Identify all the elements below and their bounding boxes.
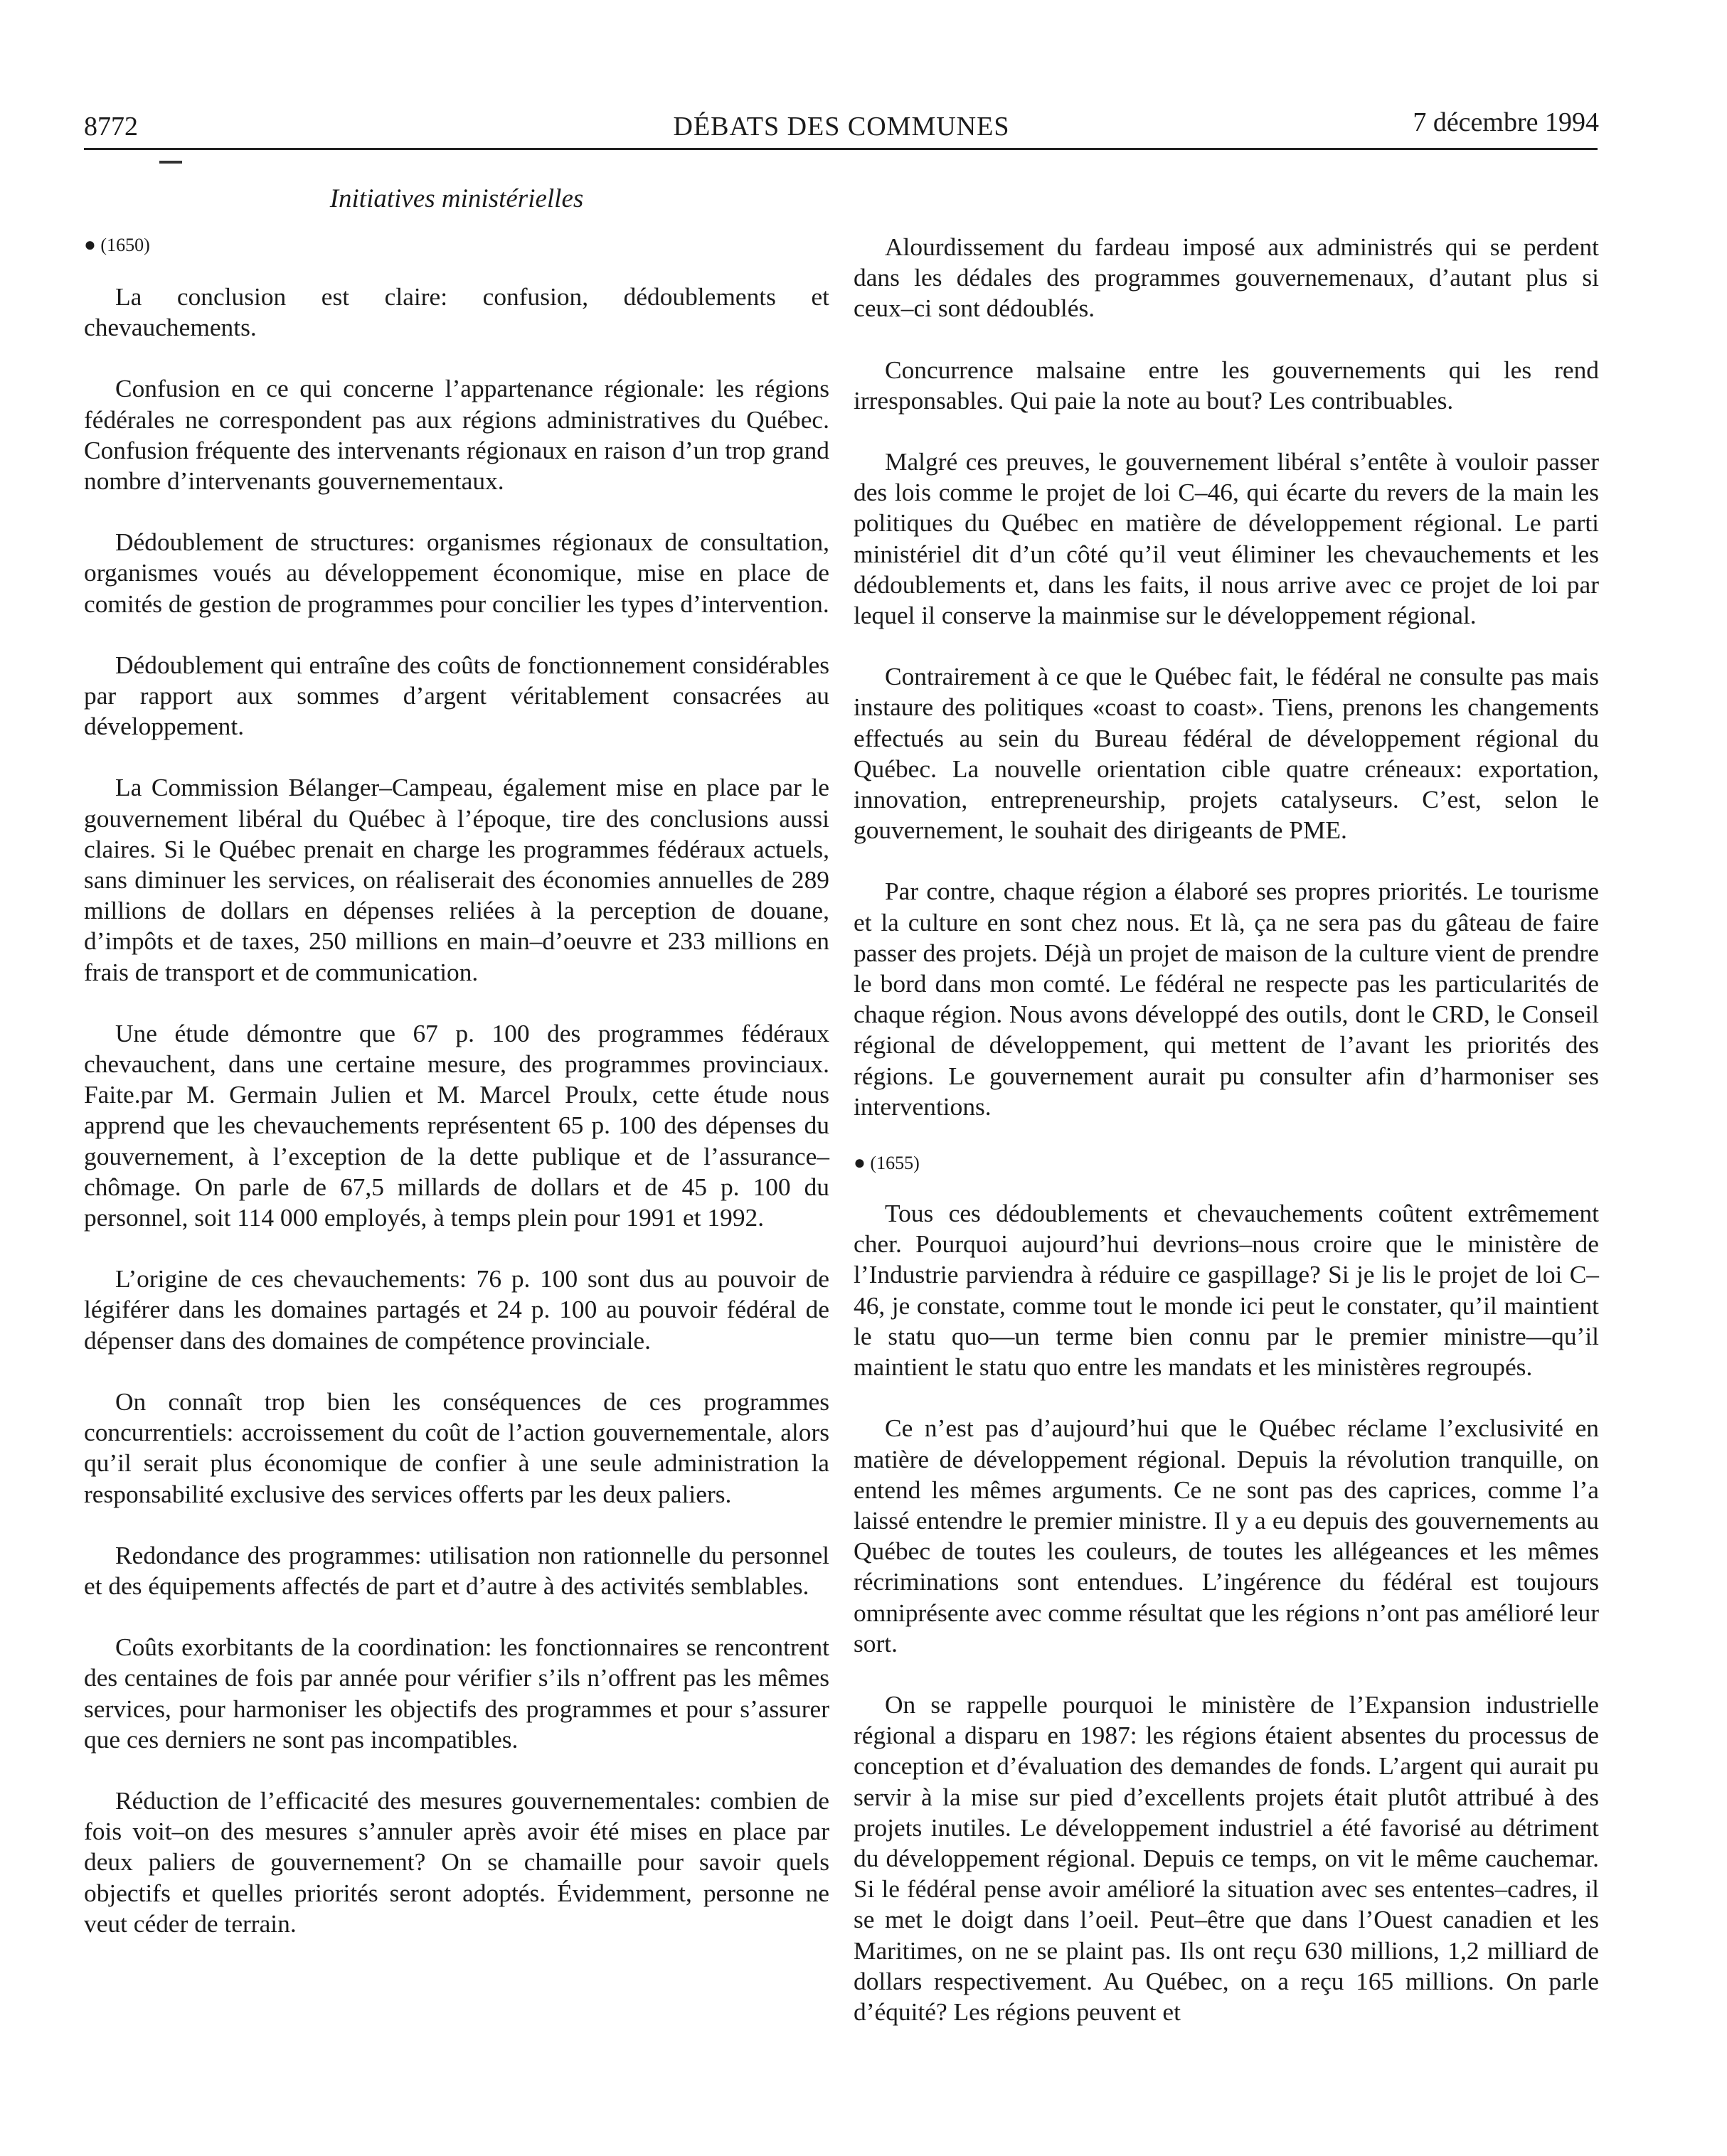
paragraph: La Commission Bélanger–Campeau, également mise en place par le gouvernement libéral du Québec à l’époque, tire des conclusions aussi claires. Si le Québec prenait en charge les programmes fédéraux actuels, sans diminuer les services, on réaliserait des économies annuelles de 289 millions de dollars en dépenses reliées à la perception de douane, d’impôts et de taxes, 250 millions en main–d’oeuvre et 233 millions en frais de transport et de communication. <box>84 773 829 986</box>
publication-date: 7 décembre 1994 <box>1413 107 1599 137</box>
paragraph: Tous ces dédoublements et chevauchements coûtent extrêmement cher. Pourquoi aujourd’hui devrions–nous croire que le ministère de l’Industrie parviendra à réduire ce gaspillage? Si je lis le projet de loi C–46, je constate, comme tout le monde ici peut le constater, qu’il maintient le statu quo—un terme bien connu par le premier ministre—qu’il maintient le statu quo entre les mandats et les ministères regroupés. <box>854 1199 1599 1382</box>
paragraph: Malgré ces preuves, le gouvernement libéral s’entête à vouloir passer des lois comme le projet de loi C–46, qui écarte du revers de la main les politiques du Québec en matière de développement régional. Le parti ministériel dit d’un côté qu’il veut éliminer les chevauchements et les dédoublements et, dans les faits, il nous arrive avec ce projet de loi par lequel il conserve la mainmise sur le développement régional. <box>854 447 1599 630</box>
header-rule <box>84 148 1598 150</box>
section-heading: Initiatives ministérielles <box>329 184 584 213</box>
paragraph: Réduction de l’efficacité des mesures gouvernementales: combien de fois voit–on des mesures s’annuler après avoir été mises en place par deux paliers de gouvernement? On se chamaille pour savoir quels objectifs et quelles priorités seront adoptés. Évidemment, personne ne veut céder de terrain. <box>84 1786 829 1938</box>
paragraph: Alourdissement du fardeau imposé aux administrés qui se perdent dans les dédales des programmes gouvernemenaux, d’autant plus si ceux–ci sont dédoublés. <box>854 233 1599 323</box>
paragraph: Confusion en ce qui concerne l’appartenance régionale: les régions fédérales ne correspondent pas aux régions administratives du Québec. Confusion fréquente des intervenants régionaux en raison d’un trop grand nombre d’intervenants gouvernementaux. <box>84 374 829 496</box>
paragraph: Redondance des programmes: utilisation non rationnelle du personnel et des équipements affectés de part et d’autre à des activités semblables. <box>84 1540 829 1600</box>
header-tick-mark <box>159 161 182 164</box>
page-number: 8772 <box>84 112 138 142</box>
paragraph: L’origine de ces chevauchements: 76 p. 100 sont dus au pouvoir de légiférer dans les domaines partagés et 24 p. 100 au pouvoir fédéral de dépenser dans des domaines de compétence provinciale. <box>84 1264 829 1355</box>
paragraph: Par contre, chaque région a élaboré ses propres priorités. Le tourisme et la culture en sont chez nous. Et là, ça ne sera pas du gâteau de faire passer des projets. Déjà un projet de maison de la culture vient de prendre le bord dans mon comté. Le fédéral ne respecte pas les particularités de chaque région. Nous avons développé des outils, dont le CRD, le Conseil régional de développement, qui mettent de l’avant les priorités des régions. Le gouvernement aurait pu consulter afin d’harmoniser ses interventions. <box>854 877 1599 1121</box>
timestamp-text: (1650) <box>100 235 150 255</box>
timestamp-marker <box>84 235 829 256</box>
left-column <box>84 235 829 1939</box>
paragraph: Concurrence malsaine entre les gouvernements qui les rend irresponsables. Qui paie la note au bout? Les contribuables. <box>854 355 1599 415</box>
paragraph: La conclusion est claire: confusion, dédoublements et chevauchements. <box>84 282 829 342</box>
right-column <box>854 232 1599 2027</box>
paragraph: Ce n’est pas d’aujourd’hui que le Québec réclame l’exclusivité en matière de développement régional. Depuis la révolution tranquille, on entend les mêmes arguments. Ce ne sont pas des caprices, comme l’a laissé entendre le premier ministre. Il y a eu depuis des gouvernements au Québec de toutes les couleurs, de toutes les allégeances et les mêmes récriminations sont entendues. L’ingérence du fédéral est toujours omniprésente avec comme résultat que les régions n’ont pas amélioré leur sort. <box>854 1414 1599 1658</box>
bullet-icon: ● <box>854 1152 866 1175</box>
bullet-icon: ● <box>84 234 96 256</box>
paragraph: Dédoublement de structures: organismes régionaux de consultation, organismes voués au développement économique, mise en place de comités de gestion de programmes pour concilier les types d’intervention. <box>84 528 829 618</box>
paragraph: Dédoublement qui entraîne des coûts de fonctionnement considérables par rapport aux sommes d’argent véritablement consacrées au développement. <box>84 650 829 741</box>
paragraph: On se rappelle pourquoi le ministère de l’Expansion industrielle régional a disparu en 1987: les régions étaient absentes du processus de conception et d’évaluation des demandes de fonds. L’argent qui aurait pu servir à la mise sur pied d’excellents projets était plutôt attribué à des projets inutiles. Le développement industriel a été favorisé au détriment du développement régional. Depuis ce temps, on vit le même cauchemar. Si le fédéral pense avoir amélioré la situation avec ses ententes–cadres, il se met le doigt dans l’oeil. Peut–être que dans l’Ouest canadien et les Maritimes, on ne se plaint pas. Ils ont reçu 630 millions, 1,2 milliard de dollars respectivement. Au Québec, on a reçu 165 millions. On parle d’équité? Les régions peuvent et <box>854 1690 1599 2026</box>
timestamp-text: (1655) <box>870 1153 920 1174</box>
paragraph: On connaît trop bien les conséquences de ces programmes concurrentiels: accroissement du coût de l’action gouvernementale, alors qu’il serait plus économique de confier à une seule administration la responsabilité exclusive des services offerts par les deux paliers. <box>84 1387 829 1508</box>
page-header <box>84 107 1599 149</box>
publication-title: DÉBATS DES COMMUNES <box>673 112 1010 142</box>
timestamp-marker <box>854 1153 1599 1174</box>
paragraph: Contrairement à ce que le Québec fait, le fédéral ne consulte pas mais instaure des politiques «coast to coast». Tiens, prenons les changements effectués au sein du Bureau fédéral de développement régional du Québec. La nouvelle orientation cible quatre créneaux: exportation, innovation, entrepreneurship, projets catalyseurs. C’est, selon le gouvernement, le souhait des dirigeants de PME. <box>854 662 1599 845</box>
paragraph: Une étude démontre que 67 p. 100 des programmes fédéraux chevauchent, dans une certaine mesure, des programmes provinciaux. Faite.par M. Germain Julien et M. Marcel Proulx, cette étude nous apprend que les chevauchements représentent 65 p. 100 des dépenses du gouvernement, à l’exception de la dette publique et de l’assurance–chômage. On parle de 67,5 millards de dollars et de 45 p. 100 du personnel, soit 114 000 employés, à temps plein pour 1991 et 1992. <box>84 1018 829 1232</box>
paragraph: Coûts exorbitants de la coordination: les fonctionnaires se rencontrent des centaines de fois par année pour vérifier s’ils n’offrent pas les mêmes services, pour harmoniser les objectifs des programmes et pour s’assurer que ces derniers ne sont pas incompatibles. <box>84 1633 829 1754</box>
